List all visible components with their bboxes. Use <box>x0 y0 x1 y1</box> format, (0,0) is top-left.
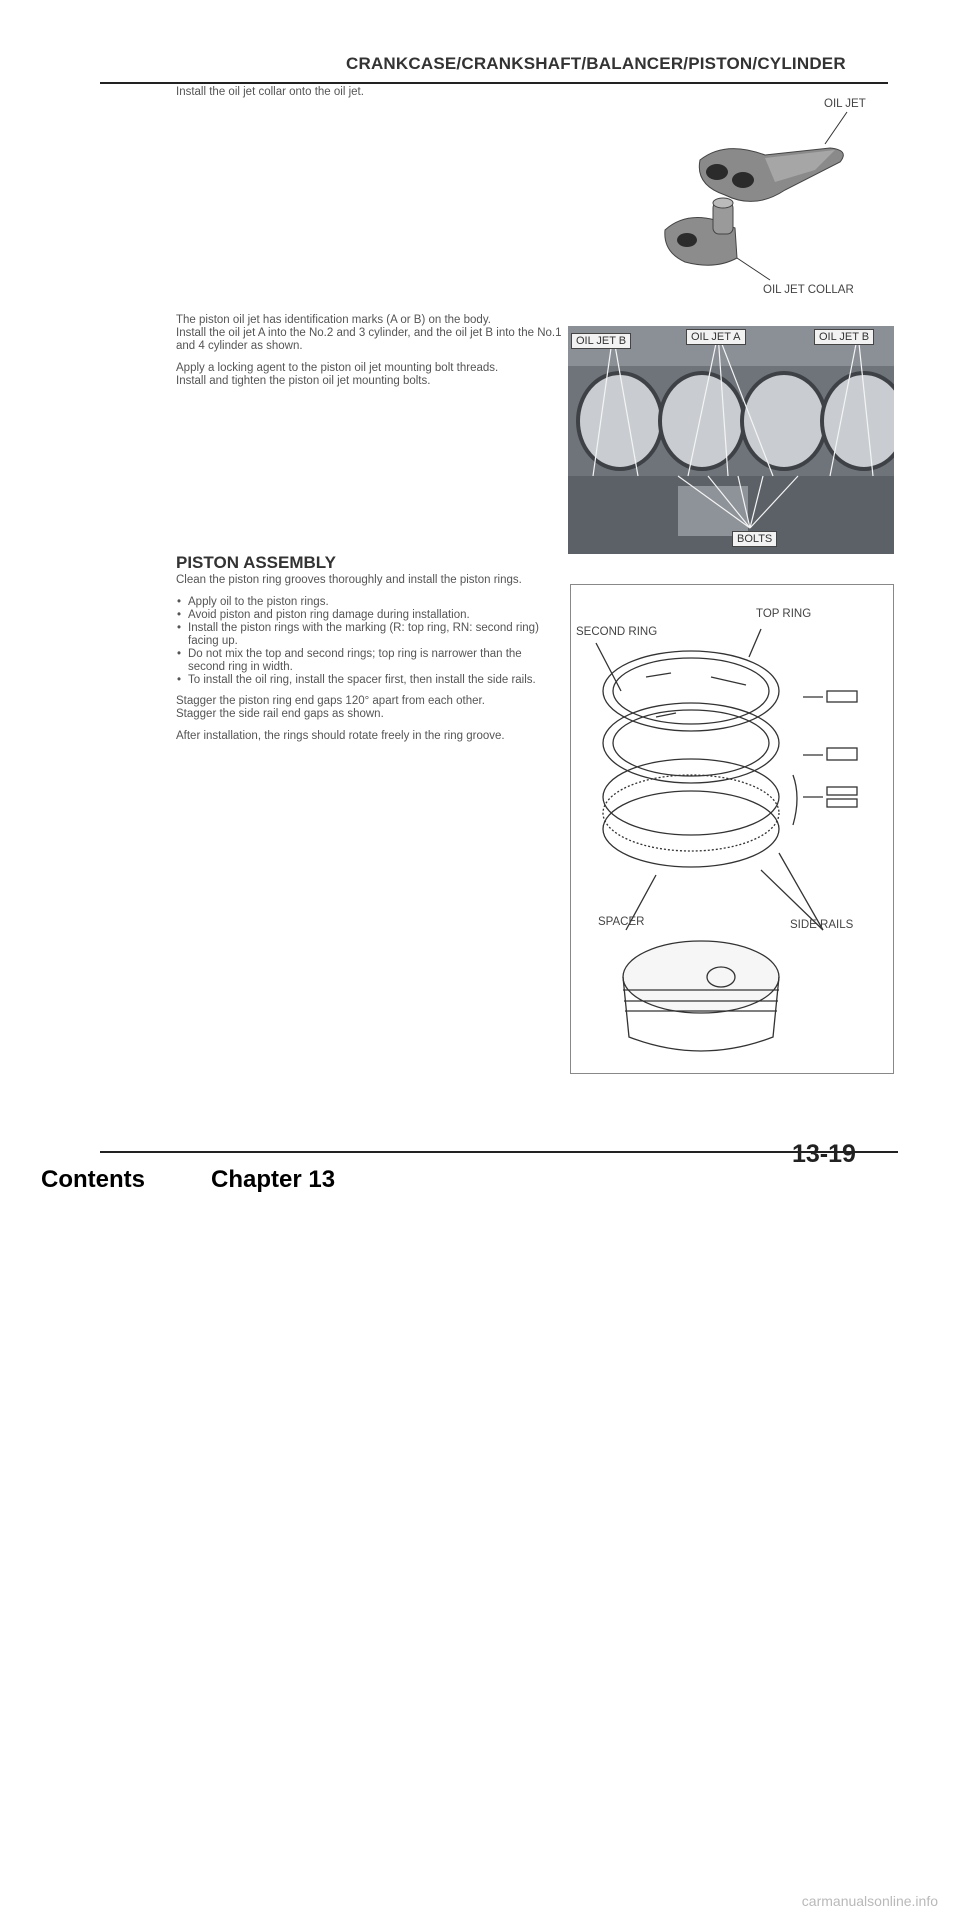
oil-jet-paragraph <box>176 314 566 353</box>
header-rule <box>100 82 888 84</box>
rotate-freely-text: After installation, the rings should rotate freely in the ring groove. <box>176 730 505 742</box>
piston-ring-diagram <box>571 585 893 1073</box>
oil-jet-illustration <box>625 100 865 300</box>
oil-jet-collar-label: OIL JET COLLAR <box>763 284 854 296</box>
stagger-gaps-text: Stagger the piston ring end gaps 120° apart from each other. <box>176 695 485 707</box>
crankcase-photo-drawing <box>568 326 894 554</box>
chapter-link[interactable]: Chapter 13 <box>211 1166 336 1193</box>
watermark-text: carmanualsonline.info <box>801 1893 938 1909</box>
tighten-bolts-text: Install and tighten the piston oil jet mounting bolts. <box>176 375 431 387</box>
piston-intro: Clean the piston ring grooves thoroughly and install the piston rings. <box>176 574 522 586</box>
oil-jet-install-text: Install the oil jet A into the No.2 and 3 cylinder, and the oil jet B into the No.1 and 4 cylinder as shown. <box>176 327 562 352</box>
page-header-title: CRANKCASE/CRANKSHAFT/BALANCER/PISTON/CYLINDER <box>346 54 846 73</box>
footer-rule <box>100 1151 898 1153</box>
oil-jet-id-marks-text: The piston oil jet has identification marks (A or B) on the body. <box>176 314 491 326</box>
piston-ring-figure <box>570 584 894 1074</box>
contents-link[interactable]: Contents <box>41 1166 145 1193</box>
oil-jet-instructions <box>176 314 566 397</box>
oil-jet-b-right-label: OIL JET B <box>814 329 874 345</box>
bullet-item: • Avoid piston and piston ring damage during installation. <box>188 609 558 622</box>
spacer-label: SPACER <box>598 916 645 928</box>
bullet-item: • Install the piston rings with the marking (R: top ring, RN: second ring) facing up. <box>188 622 558 648</box>
side-rails-label: SIDE RAILS <box>790 919 854 931</box>
stagger-paragraph <box>176 695 558 721</box>
second-ring-label: SECOND RING <box>576 626 658 638</box>
piston-instructions <box>176 574 558 752</box>
bolts-label: BOLTS <box>732 531 777 547</box>
bullet-item: • Apply oil to the piston rings. <box>188 596 558 609</box>
oil-jet-intro: Install the oil jet collar onto the oil jet. <box>176 86 364 98</box>
oil-jet-label: OIL JET <box>824 98 866 110</box>
stagger-side-rails-text: Stagger the side rail end gaps as shown. <box>176 708 384 720</box>
oil-jet-a-label: OIL JET A <box>686 329 746 345</box>
piston-bullet-list <box>176 596 558 687</box>
oil-jet-b-left-label: OIL JET B <box>571 333 631 349</box>
oil-jet-paragraph <box>176 362 566 388</box>
top-ring-label: TOP RING <box>756 608 812 620</box>
bullet-item: • To install the oil ring, install the spacer first, then install the side rails. <box>188 674 558 687</box>
page-number: 13-19 <box>792 1140 856 1168</box>
section-title-piston-assembly: PISTON ASSEMBLY <box>176 553 336 572</box>
bullet-item: • Do not mix the top and second rings; top ring is narrower than the second ring in width. <box>188 648 558 674</box>
locking-agent-text: Apply a locking agent to the piston oil jet mounting bolt threads. <box>176 362 499 374</box>
crankcase-photo <box>568 326 894 554</box>
